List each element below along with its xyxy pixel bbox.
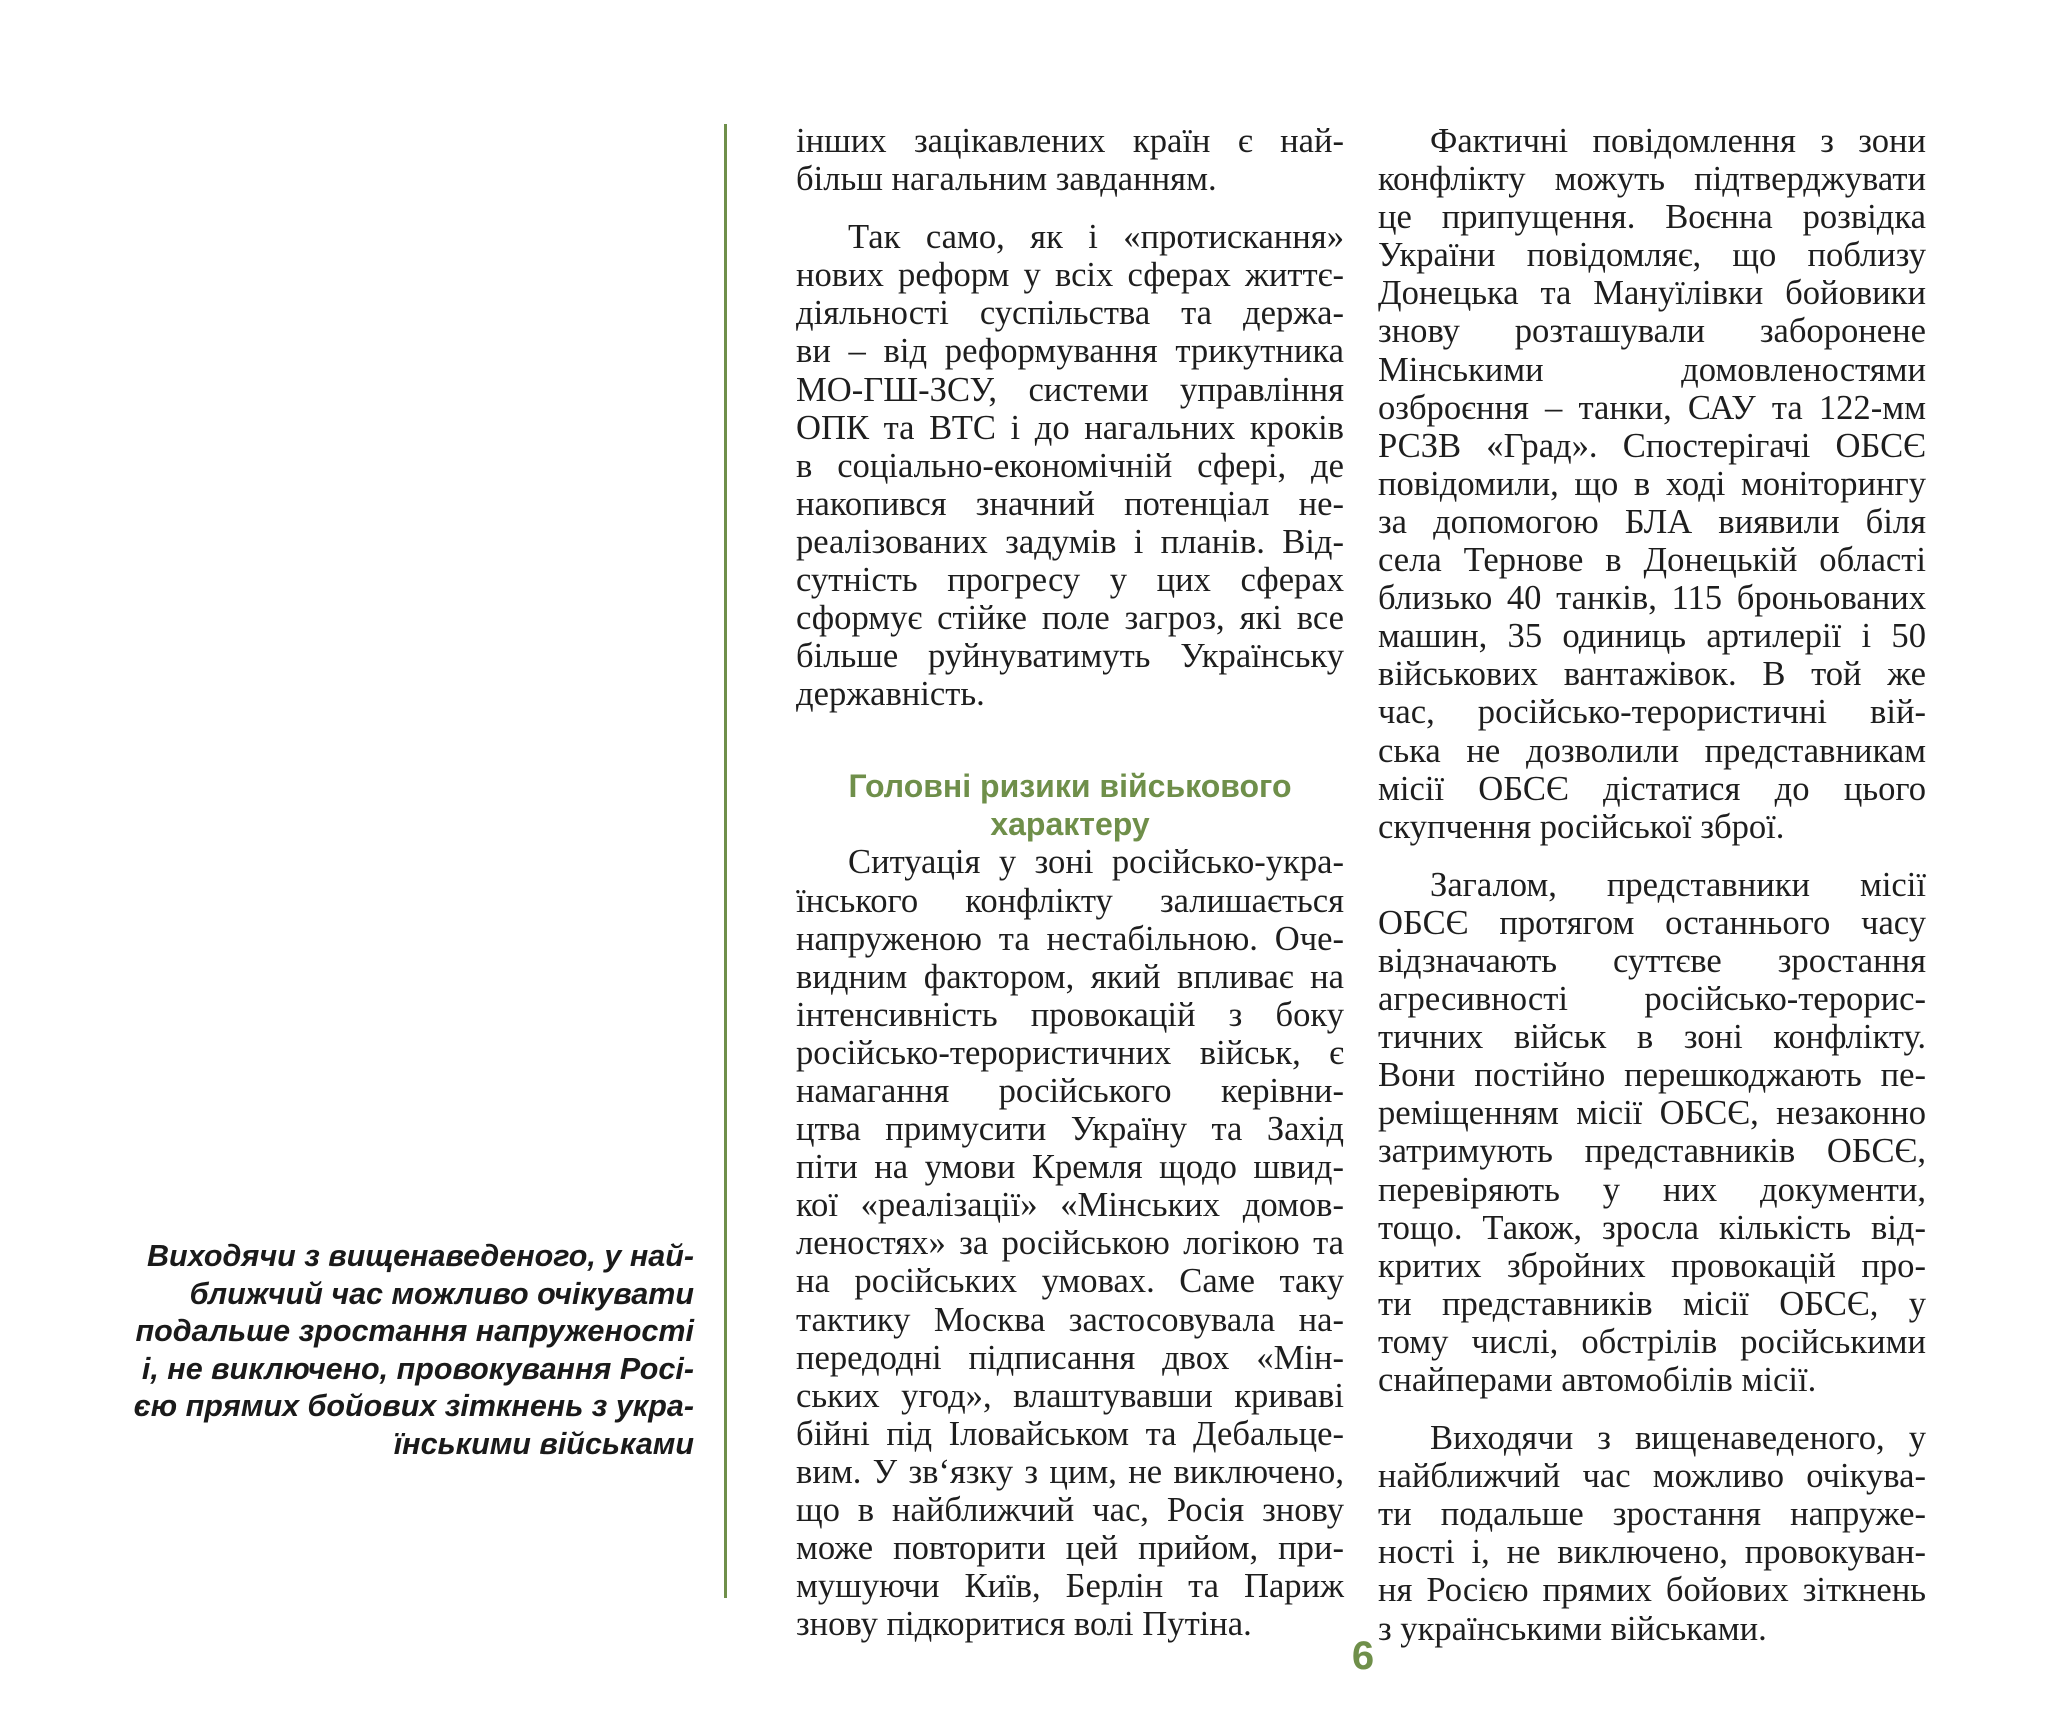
text-line: мушуючи Київ, Берлін та Париж (796, 1567, 1344, 1606)
text-line: за допомогою БЛА виявили біля (1378, 502, 1926, 541)
section-gap (796, 713, 1344, 767)
text-line: Донецька та Мануїлівки бойовики (1378, 274, 1926, 313)
text-line: перевіряють у них документи, (1378, 1170, 1926, 1209)
paragraph (1378, 122, 1926, 846)
text-line: машин, 35 одиниць артилерії і 50 (1378, 617, 1926, 656)
pull-quote-line: ближчий час можливо очікувати (189, 1276, 694, 1311)
text-line: вим. У зв‘язку з цим, не виключено, (796, 1452, 1344, 1491)
text-line: накопився значний потенціал не- (796, 484, 1344, 523)
text-line: більше руйнуватимуть Українську (796, 637, 1344, 676)
text-line: з українськими військами. (1378, 1609, 1767, 1648)
paragraph-gap (796, 198, 1344, 218)
text-line: ська не дозволили представникам (1378, 731, 1926, 770)
text-line: критих збройних провокацій про- (1378, 1246, 1926, 1285)
text-line: Вони постійно перешкоджають пе- (1378, 1056, 1926, 1095)
right-column (1378, 122, 1926, 1648)
text-line: ви – від реформування трикутника (796, 332, 1344, 371)
text-line: тому числі, обстрілів російськими (1378, 1322, 1926, 1361)
pull-quote-line: Виходячи з вищенаведеного, у най- (147, 1239, 694, 1273)
text-line: Мінськими домовленостями (1378, 350, 1926, 389)
text-line: військових вантажівок. В той же (1378, 655, 1926, 694)
text-line: нових реформ у всіх сферах життє- (796, 256, 1344, 295)
heading-line: характеру (990, 806, 1150, 843)
text-line: це припущення. Воєнна розвідка (1378, 198, 1926, 237)
pull-quote-line: і, не виключено, провокування Росі- (141, 1351, 694, 1386)
text-line: знову розташували заборонене (1378, 312, 1926, 351)
text-line: конфлікту можуть підтверджувати (1378, 160, 1926, 199)
text-line: інтенсивність провокацій з боку (796, 995, 1344, 1034)
text-line: ських угод», влаштувавши криваві (796, 1376, 1344, 1415)
text-line: час, російсько-терористичні вій- (1378, 693, 1926, 732)
text-line: в соціально-економічній сфері, де (796, 446, 1344, 485)
text-line: сформує стійке поле загроз, які все (796, 599, 1344, 638)
text-line: тощо. Також, зросла кількість від- (1378, 1208, 1926, 1247)
text-line: Загалом, представники місії (1430, 865, 1926, 904)
pull-quote-line: подальше зростання напруженості (135, 1314, 694, 1348)
text-line: села Тернове в Донецькій області (1378, 541, 1926, 580)
text-line: МО-ГШ-ЗСУ, системи управління (796, 370, 1344, 409)
text-line: місії ОБСЄ дістатися до цього (1378, 769, 1926, 808)
paragraph (1378, 1419, 1926, 1648)
text-line: російсько-терористичних військ, є (796, 1033, 1344, 1072)
text-line: на російських умовах. Саме таку (796, 1262, 1344, 1301)
text-line: близько 40 танків, 115 броньованих (1378, 579, 1926, 618)
text-line: РСЗВ «Град». Спостерігачі ОБСЄ (1378, 426, 1926, 465)
text-line: скупчення російської зброї. (1378, 807, 1785, 846)
text-line: Ситуація у зоні російсько-укра- (848, 843, 1344, 882)
text-line: їнського конфлікту залишається (796, 881, 1344, 920)
pull-quote (128, 1238, 694, 1463)
paragraph (1378, 866, 1926, 1399)
text-line: більш нагальним завданням. (796, 160, 1217, 199)
text-line: реалізованих задумів і планів. Від- (796, 522, 1344, 561)
text-line: кої «реалізації» «Мінських домов- (796, 1186, 1344, 1225)
text-line: напруженою та нестабільною. Оче- (796, 919, 1344, 958)
text-line: України повідомляє, що поблизу (1378, 236, 1926, 275)
text-line: намагання російського керівни- (796, 1071, 1344, 1110)
text-line: агресивності російсько-терорис- (1378, 980, 1926, 1019)
text-line: відзначають суттєве зростання (1378, 941, 1926, 980)
text-line: сутність прогресу у цих сферах (796, 561, 1344, 600)
text-line: може повторити цей прийом, при- (796, 1529, 1344, 1568)
heading-line: Головні ризики військового (848, 768, 1292, 805)
text-line: озброєння – танки, САУ та 122-мм (1378, 388, 1926, 427)
text-line: повідомили, що в ході моніторингу (1378, 464, 1926, 503)
text-line: леностях» за російською логікою та (796, 1224, 1344, 1263)
text-line: що в найближчий час, Росія знову (796, 1491, 1344, 1529)
text-line: затримують представників ОБСЄ, (1378, 1132, 1926, 1171)
text-line: Фактичні повідомлення з зони (1430, 122, 1926, 160)
text-line: реміщенням місії ОБСЄ, незаконно (1378, 1094, 1926, 1133)
text-line: видним фактором, який впливає на (796, 957, 1344, 996)
text-line: тичних військ в зоні конфлікту. (1378, 1018, 1926, 1057)
pull-quote-line: єю прямих бойових зіткнень з укра- (133, 1389, 694, 1423)
text-line: Виходячи з вищенаведеного, у (1430, 1419, 1926, 1458)
paragraph-gap (1378, 846, 1926, 866)
text-line: цтва примусити Україну та Захід (796, 1110, 1344, 1149)
text-line: ня Росією прямих бойових зіткнень (1378, 1571, 1926, 1610)
paragraph-gap (1378, 1399, 1926, 1419)
text-line: ОБСЄ протягом останнього часу (1378, 903, 1926, 942)
text-line: ності і, не виключено, провокуван- (1378, 1533, 1926, 1572)
column-divider (724, 124, 727, 1598)
text-line: інших зацікавлених країн є най- (796, 122, 1344, 160)
text-line: діяльності суспільства та держа- (796, 294, 1344, 333)
paragraph (796, 843, 1344, 1643)
text-line: бійні під Іловайськом та Дебальце- (796, 1414, 1344, 1453)
paragraph (796, 122, 1344, 198)
text-line: ОПК та ВТС і до нагальних кроків (796, 408, 1344, 447)
text-line: снайперами автомобілів місії. (1378, 1361, 1817, 1399)
text-line: знову підкоритися волі Путіна. (796, 1605, 1252, 1644)
text-line: найближчий час можливо очікува- (1378, 1457, 1926, 1496)
paragraph (796, 218, 1344, 713)
middle-column (796, 122, 1344, 1643)
text-line: Так само, як і «протискання» (848, 218, 1344, 257)
pull-quote-line: їнськими військами (393, 1426, 694, 1461)
text-line: державність. (796, 675, 985, 714)
text-line: передодні підписання двох «Мін- (796, 1338, 1344, 1377)
text-line: ти подальше зростання напруже- (1378, 1495, 1926, 1534)
section-heading (796, 767, 1344, 843)
text-line: ти представників місії ОБСЄ, у (1378, 1284, 1926, 1323)
page-number: 6 (1351, 1634, 1375, 1678)
text-line: тактику Москва застосовувала на- (796, 1300, 1344, 1339)
text-line: піти на умови Кремля щодо швид- (796, 1148, 1344, 1187)
